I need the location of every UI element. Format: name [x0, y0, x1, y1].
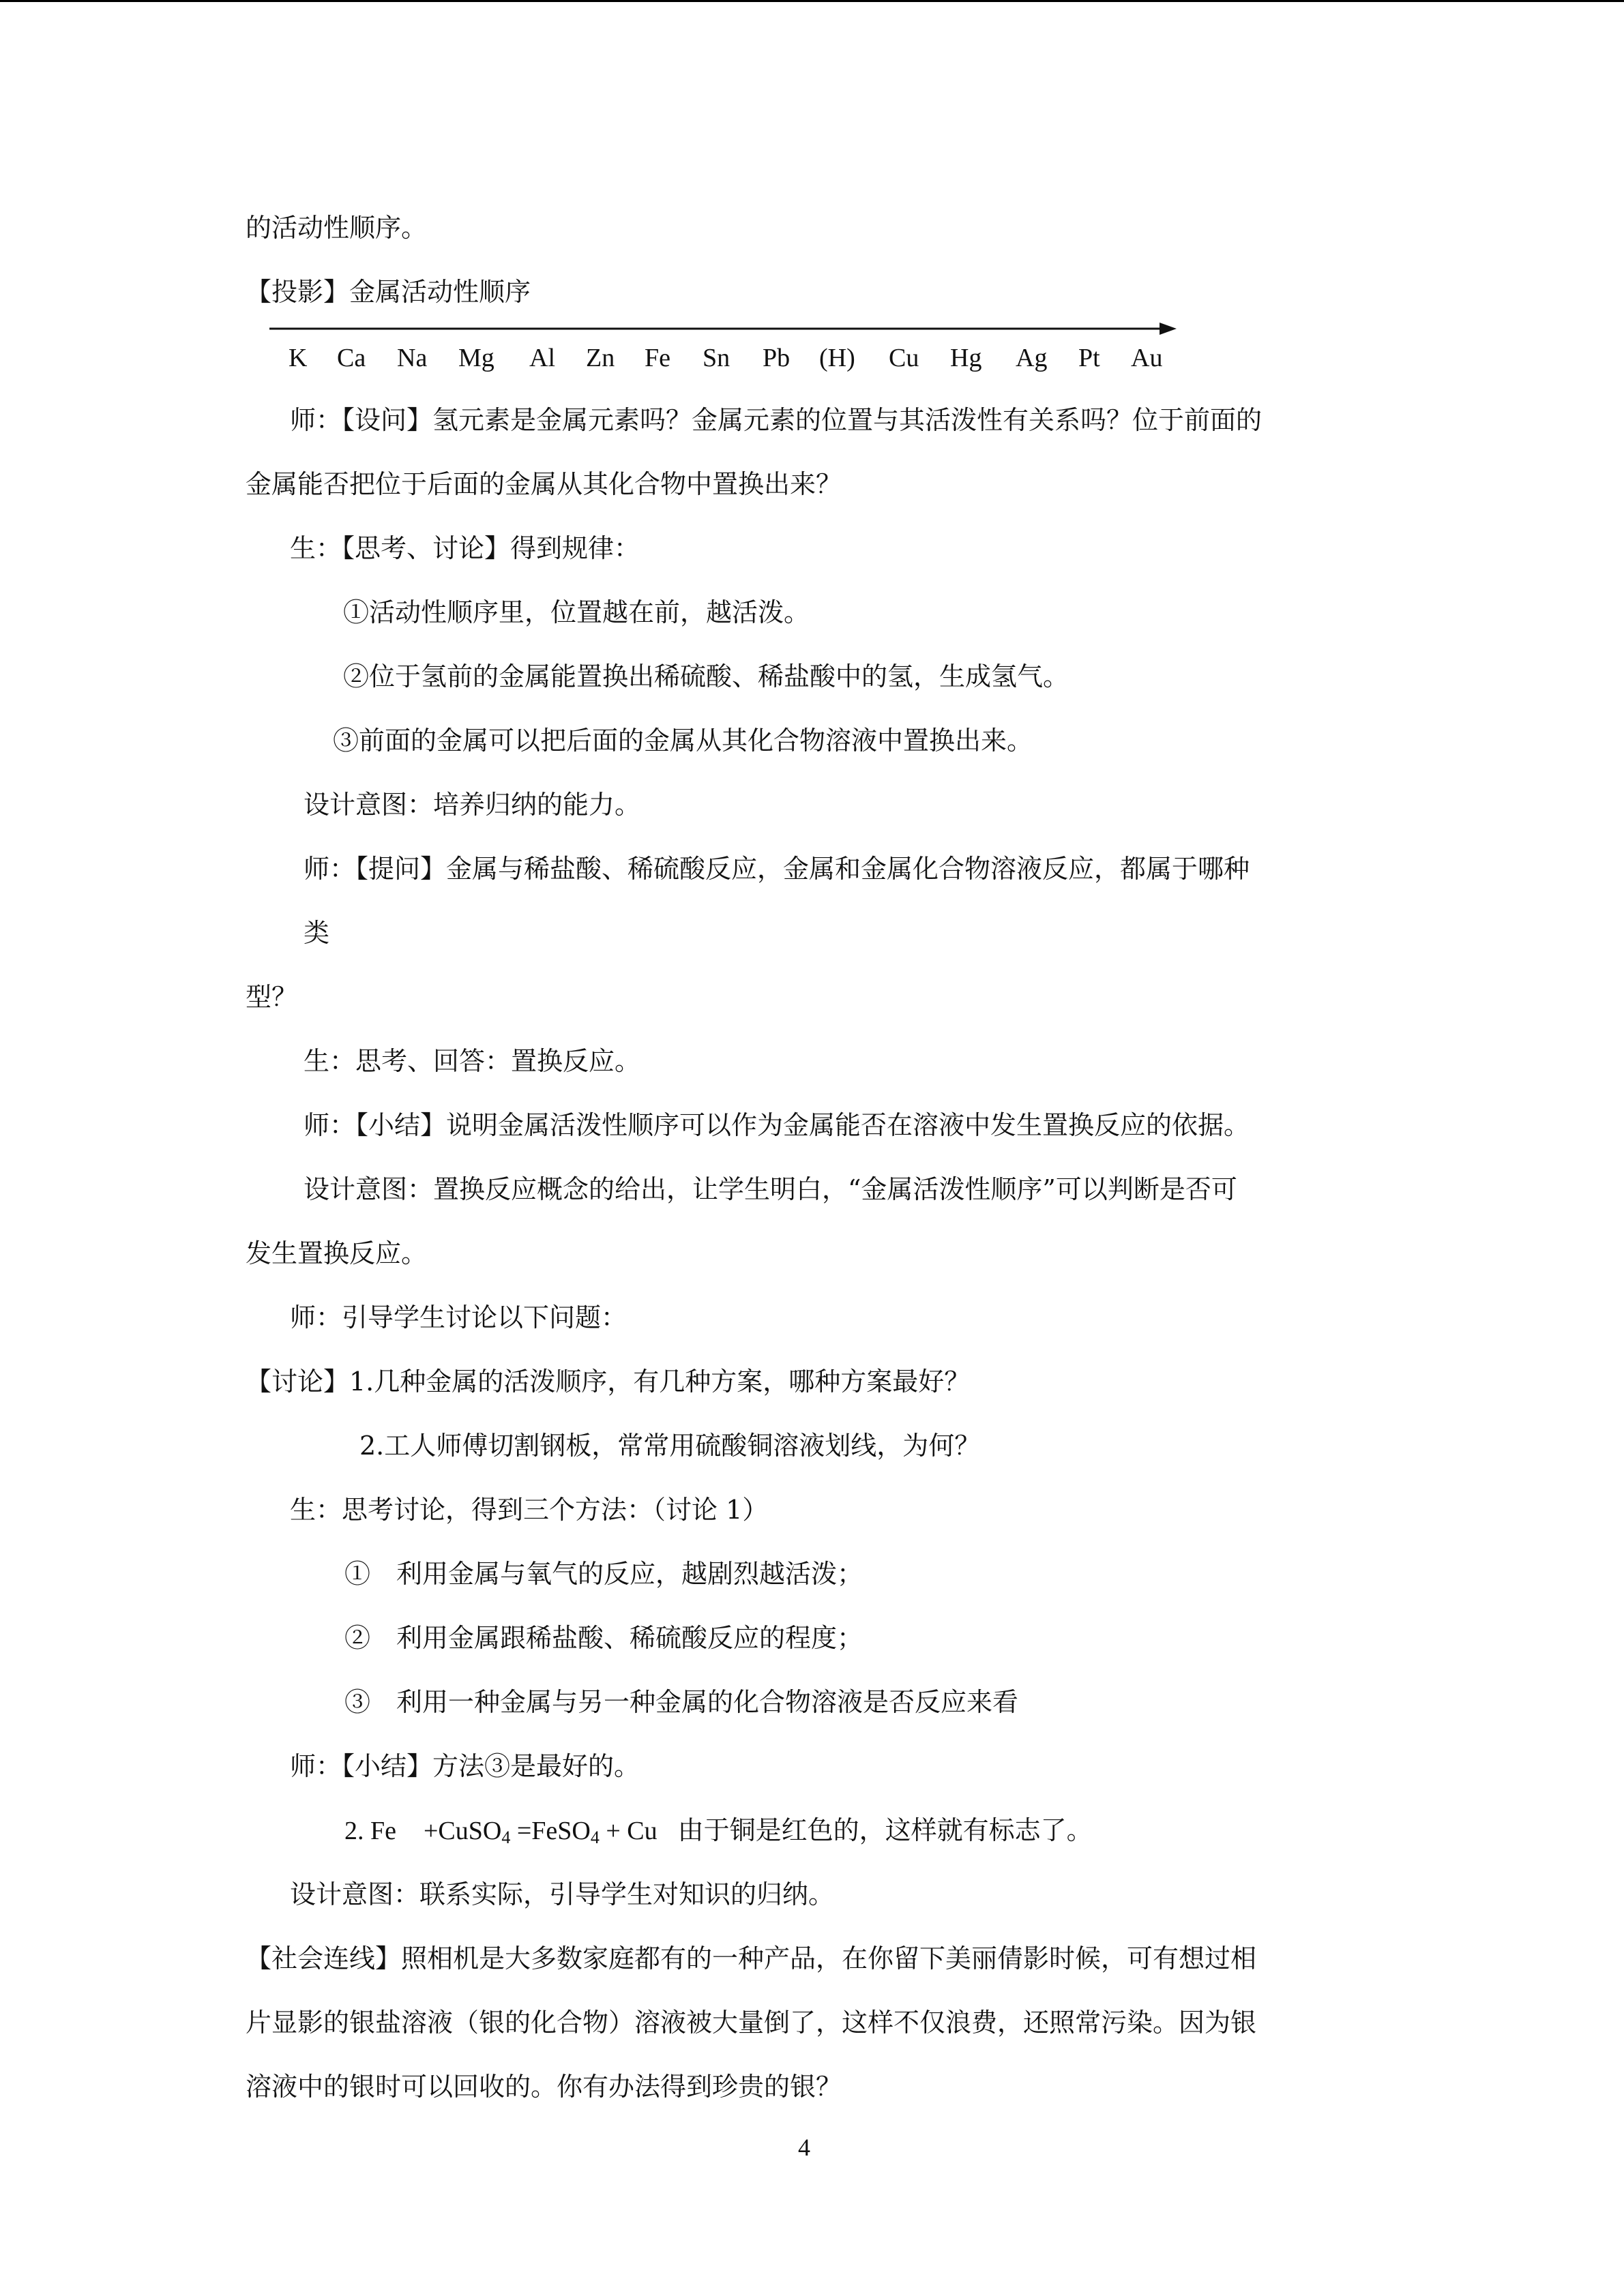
metal-symbol: Cu [889, 344, 919, 372]
equation-reactant: +CuSO [424, 1817, 502, 1845]
text-line: ③前面的金属可以把后面的金属从其化合物溶液中置换出来。 [333, 726, 1033, 756]
text-line: 设计意图：联系实际，引导学生对知识的归纳。 [290, 1879, 835, 1909]
equation-product: + Cu [599, 1817, 658, 1845]
subscript: 4 [590, 1828, 600, 1847]
chemical-equation-line [344, 1813, 1093, 1849]
metal-symbol: Na [397, 344, 428, 372]
text-line: 型？ [246, 982, 298, 1012]
metal-symbol: (H) [819, 344, 855, 372]
text-line: 设计意图：置换反应概念的给出，让学生明白，“金属活泼性顺序”可以判断是否可 [304, 1174, 1237, 1204]
text-line: ② 利用金属跟稀盐酸、稀硫酸反应的程度； [344, 1623, 863, 1653]
text-line: 【投影】金属活动性顺序 [246, 277, 531, 307]
metal-symbol: K [289, 344, 308, 372]
text-line: ②位于氢前的金属能置换出稀硫酸、稀盐酸中的氢，生成氢气。 [343, 661, 1069, 691]
metal-symbol: Ca [337, 344, 366, 372]
text-line: 发生置换反应。 [246, 1238, 428, 1268]
equation-note: 由于铜是红色的，这样就有标志了。 [677, 1815, 1093, 1845]
metal-symbol: Ag [1016, 344, 1048, 372]
text-line: 师：【设问】氢元素是金属元素吗？金属元素的位置与其活泼性有关系吗？位于前面的 [290, 405, 1263, 435]
metal-symbol: Mg [458, 344, 494, 372]
metal-symbol: Zn [586, 344, 615, 372]
text-line: 师：【小结】方法③是最好的。 [290, 1751, 640, 1781]
text-line: 2.工人师傅切割钢板，常常用硫酸铜溶液划线，为何？ [359, 1431, 981, 1461]
subscript: 4 [501, 1828, 511, 1847]
text-line: ① 利用金属与氧气的反应，越剧烈越活泼； [344, 1559, 863, 1589]
equation-product: =FeSO [510, 1817, 591, 1845]
metal-symbol: Sn [703, 344, 730, 372]
equation-number: 2. Fe [344, 1817, 396, 1845]
metal-symbol: Fe [645, 344, 670, 372]
text-line: 生：思考、回答：置换反应。 [304, 1046, 641, 1076]
text-line: 师：【提问】金属与稀盐酸、稀硫酸反应，金属和金属化合物溶液反应，都属于哪种 [304, 854, 1250, 884]
text-line: 生：【思考、讨论】得到规律： [290, 533, 640, 563]
page-number: 4 [798, 2134, 810, 2161]
text-line: 师：【小结】说明金属活泼性顺序可以作为金属能否在溶液中发生置换反应的依据。 [304, 1110, 1250, 1140]
text-line: 溶液中的银时可以回收的。你有办法得到珍贵的银？ [246, 2072, 842, 2102]
text-line: 的活动性顺序。 [246, 213, 428, 243]
top-border [0, 0, 1624, 2]
text-line: ①活动性顺序里，位置越在前，越活泼。 [343, 597, 810, 627]
text-line: 金属能否把位于后面的金属从其化合物中置换出来？ [246, 469, 842, 499]
text-line: 设计意图：培养归纳的能力。 [304, 790, 641, 820]
metal-symbol: Hg [950, 344, 982, 372]
text-line: 生：思考讨论，得到三个方法：（讨论 1） [290, 1495, 769, 1525]
text-line: 【社会连线】照相机是大多数家庭都有的一种产品，在你留下美丽倩影时候，可有想过相 [246, 1943, 1257, 1973]
metal-symbol: Au [1131, 344, 1163, 372]
metal-symbol: Al [529, 344, 555, 372]
text-line: ③ 利用一种金属与另一种金属的化合物溶液是否反应来看 [344, 1687, 1019, 1717]
text-line: 师：引导学生讨论以下问题： [290, 1302, 628, 1332]
activity-series-arrow [269, 320, 1177, 337]
text-line: 类 [304, 918, 330, 948]
text-line: 【讨论】1.几种金属的活泼顺序，有几种方案，哪种方案最好？ [246, 1367, 971, 1397]
metal-symbol: Pt [1078, 344, 1100, 372]
text-line: 片显影的银盐溶液（银的化合物）溶液被大量倒了，这样不仅浪费，还照常污染。因为银 [246, 2008, 1257, 2038]
metal-symbol: Pb [763, 344, 791, 372]
